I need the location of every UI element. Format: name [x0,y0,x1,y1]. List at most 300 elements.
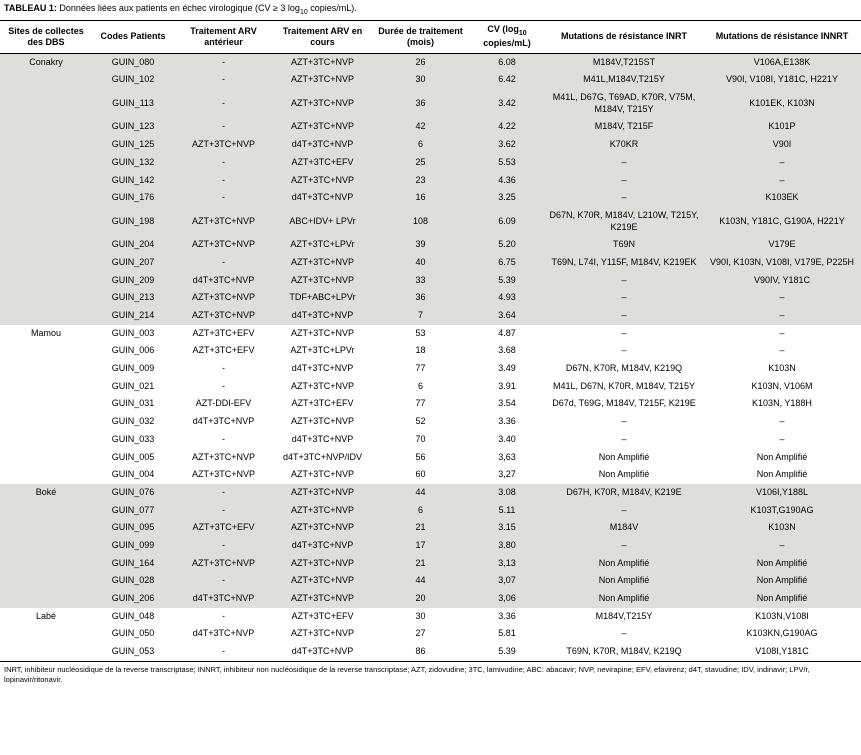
cell-current-arv: AZT+3TC+NVP [273,325,372,343]
cell-duration: 30 [372,71,469,89]
cell-site [0,502,92,520]
cell-current-arv: AZT+3TC+NVP [273,590,372,608]
cell-patient-code: GUIN_113 [92,89,174,118]
cell-duration: 23 [372,172,469,190]
cell-current-arv: AZT+3TC+NVP [273,53,372,71]
cell-patient-code: GUIN_198 [92,207,174,236]
cell-duration: 30 [372,608,469,626]
cell-duration: 25 [372,154,469,172]
cv-header-subscript: 10 [518,29,527,37]
cell-inrt: M41L, D67G, T69AD, K70R, V75M, M184V, T215Y [545,89,703,118]
cell-patient-code: GUIN_125 [92,136,174,154]
cell-current-arv: d4T+3TC+NVP [273,136,372,154]
table-row [0,502,861,520]
cell-patient-code: GUIN_004 [92,466,174,484]
cell-duration: 27 [372,625,469,643]
cell-prior-arv: - [174,643,273,661]
cell-inrt: – [545,625,703,643]
cell-cv: 3.36 [469,413,545,431]
cell-innrt: V90I, V108I, Y181C, H221Y [703,71,861,89]
cell-site [0,431,92,449]
cell-current-arv: AZT+3TC+NVP [273,484,372,502]
cell-inrt: M184V, T215F [545,118,703,136]
cell-site [0,395,92,413]
table-row [0,590,861,608]
cell-prior-arv: - [174,431,273,449]
cell-prior-arv: AZT+3TC+NVP [174,289,273,307]
cell-cv: 3.36 [469,608,545,626]
cell-prior-arv: AZT+3TC+EFV [174,342,273,360]
cell-inrt: – [545,342,703,360]
cell-inrt: – [545,172,703,190]
table-row [0,172,861,190]
cell-inrt: D67d, T69G, M184V, T215F, K219E [545,395,703,413]
cell-innrt: – [703,431,861,449]
cell-current-arv: AZT+3TC+NVP [273,71,372,89]
cell-duration: 26 [372,53,469,71]
cell-site [0,590,92,608]
cell-inrt: M184V,T215Y [545,608,703,626]
cell-prior-arv: - [174,154,273,172]
cell-prior-arv: AZT+3TC+NVP [174,466,273,484]
cell-patient-code: GUIN_053 [92,643,174,661]
cell-inrt: – [545,413,703,431]
cell-duration: 7 [372,307,469,325]
table-row [0,625,861,643]
cell-current-arv: AZT+3TC+EFV [273,608,372,626]
cell-prior-arv: - [174,360,273,378]
cell-inrt: – [545,307,703,325]
cell-patient-code: GUIN_021 [92,378,174,396]
table-row [0,307,861,325]
cell-site [0,466,92,484]
cell-prior-arv: d4T+3TC+NVP [174,590,273,608]
cell-inrt: T69N [545,236,703,254]
cell-innrt: K103N,V108I [703,608,861,626]
cell-inrt: T69N, L74I, Y115F, M184V, K219EK [545,254,703,272]
cell-innrt: Non Amplifié [703,555,861,573]
cell-patient-code: GUIN_142 [92,172,174,190]
cell-site [0,342,92,360]
cell-current-arv: AZT+3TC+NVP [273,502,372,520]
caption-subscript: 10 [299,8,308,16]
table-row [0,466,861,484]
cell-prior-arv: AZT+3TC+NVP [174,136,273,154]
cell-prior-arv: - [174,71,273,89]
cell-patient-code: GUIN_099 [92,537,174,555]
cell-prior-arv: - [174,572,273,590]
table-row [0,537,861,555]
cell-innrt: K103EK [703,189,861,207]
column-header-innrt: Mutations de résistance INNRT [703,21,861,53]
cell-patient-code: GUIN_050 [92,625,174,643]
table-row [0,449,861,467]
cell-cv: 4.22 [469,118,545,136]
header-row [0,21,861,53]
cell-cv: 5.20 [469,236,545,254]
cell-cv: 3.49 [469,360,545,378]
cell-duration: 6 [372,378,469,396]
cell-cv: 6.08 [469,53,545,71]
cell-site [0,449,92,467]
cell-inrt: D67N, K70R, M184V, L210W, T215Y, K219E [545,207,703,236]
cell-current-arv: d4T+3TC+NVP [273,537,372,555]
cell-inrt: – [545,154,703,172]
cell-site [0,572,92,590]
table-row [0,643,861,661]
cell-duration: 33 [372,272,469,290]
cell-prior-arv: AZT+3TC+NVP [174,555,273,573]
cell-innrt: – [703,342,861,360]
cell-site [0,89,92,118]
cell-site: Conakry [0,53,92,71]
cell-site [0,118,92,136]
cell-current-arv: AZT+3TC+EFV [273,395,372,413]
table-caption [0,0,861,21]
cell-cv: 3.91 [469,378,545,396]
cell-current-arv: AZT+3TC+NVP [273,272,372,290]
cell-innrt: – [703,154,861,172]
cell-duration: 60 [372,466,469,484]
cell-current-arv: AZT+3TC+NVP [273,555,372,573]
cell-inrt: Non Amplifié [545,555,703,573]
cell-current-arv: AZT+3TC+NVP [273,519,372,537]
cell-innrt: K103N, V106M [703,378,861,396]
cell-innrt: K103KN,G190AG [703,625,861,643]
cell-inrt: T69N, K70R, M184V, K219Q [545,643,703,661]
cell-prior-arv: - [174,254,273,272]
cell-site [0,272,92,290]
cell-cv: 3.62 [469,136,545,154]
cell-current-arv: AZT+3TC+NVP [273,413,372,431]
cell-cv: 3.68 [469,342,545,360]
cell-patient-code: GUIN_164 [92,555,174,573]
cell-prior-arv: - [174,484,273,502]
cell-patient-code: GUIN_214 [92,307,174,325]
cell-site [0,413,92,431]
cell-innrt: V90I, K103N, V108I, V179E, P225H [703,254,861,272]
cell-innrt: V108I,Y181C [703,643,861,661]
cell-cv: 3.64 [469,307,545,325]
table-row [0,572,861,590]
cell-current-arv: d4T+3TC+NVP/IDV [273,449,372,467]
cell-duration: 21 [372,555,469,573]
cell-patient-code: GUIN_003 [92,325,174,343]
column-header-prior-arv: Traitement ARV antérieur [174,21,273,53]
cell-patient-code: GUIN_077 [92,502,174,520]
cell-patient-code: GUIN_076 [92,484,174,502]
cell-current-arv: AZT+3TC+LPVr [273,236,372,254]
cell-current-arv: AZT+3TC+LPVr [273,342,372,360]
cell-patient-code: GUIN_080 [92,53,174,71]
cell-patient-code: GUIN_176 [92,189,174,207]
cell-patient-code: GUIN_033 [92,431,174,449]
cell-innrt: K103T,G190AG [703,502,861,520]
cell-site [0,254,92,272]
cell-current-arv: d4T+3TC+NVP [273,431,372,449]
table-row [0,378,861,396]
table-row [0,154,861,172]
cell-prior-arv: - [174,53,273,71]
cell-prior-arv: - [174,378,273,396]
cell-prior-arv: d4T+3TC+NVP [174,625,273,643]
cell-inrt: – [545,537,703,555]
table-row [0,342,861,360]
cell-prior-arv: - [174,89,273,118]
cell-cv: 6.75 [469,254,545,272]
cell-cv: 5.39 [469,272,545,290]
caption-text: Données liées aux patients en échec virologique (CV ≥ 3 log [56,3,300,13]
column-header-site: Sites de collectes des DBS [0,21,92,53]
table-row [0,395,861,413]
cv-header-line2: copies/mL) [483,38,531,49]
cell-innrt: K103N, Y181C, G190A, H221Y [703,207,861,236]
cell-cv: 5.11 [469,502,545,520]
cell-innrt: K101EK, K103N [703,89,861,118]
cell-site [0,378,92,396]
cell-prior-arv: - [174,502,273,520]
cell-duration: 86 [372,643,469,661]
cell-inrt: M184V [545,519,703,537]
cell-innrt: V90I [703,136,861,154]
table-row [0,118,861,136]
cell-duration: 44 [372,484,469,502]
cell-site [0,360,92,378]
cell-duration: 36 [372,89,469,118]
cell-patient-code: GUIN_132 [92,154,174,172]
table-row [0,89,861,118]
table-row [0,71,861,89]
cell-innrt: Non Amplifié [703,572,861,590]
cell-current-arv: d4T+3TC+NVP [273,360,372,378]
cell-site [0,643,92,661]
cell-innrt: K103N [703,519,861,537]
cell-patient-code: GUIN_206 [92,590,174,608]
column-header-cv [469,21,545,53]
cell-prior-arv: AZT+3TC+NVP [174,207,273,236]
column-header-patient-code: Codes Patients [92,21,174,53]
cell-innrt: – [703,307,861,325]
data-table [0,21,861,661]
cell-inrt: Non Amplifié [545,449,703,467]
cell-innrt: K101P [703,118,861,136]
cell-current-arv: AZT+3TC+NVP [273,466,372,484]
cell-site: Labé [0,608,92,626]
table-row [0,484,861,502]
cell-site: Boké [0,484,92,502]
cell-innrt: – [703,172,861,190]
cell-cv: 5.53 [469,154,545,172]
cell-duration: 44 [372,572,469,590]
table-row [0,207,861,236]
cell-inrt: M184V,T215ST [545,53,703,71]
cell-site [0,71,92,89]
cell-cv: 3,07 [469,572,545,590]
cell-innrt: V179E [703,236,861,254]
cell-patient-code: GUIN_005 [92,449,174,467]
cell-inrt: D67H, K70R, M184V, K219E [545,484,703,502]
cell-current-arv: AZT+3TC+EFV [273,154,372,172]
cell-inrt: Non Amplifié [545,572,703,590]
cell-inrt: – [545,272,703,290]
cell-current-arv: AZT+3TC+NVP [273,89,372,118]
cell-site [0,289,92,307]
cell-site [0,236,92,254]
cell-inrt: D67N, K70R, M184V, K219Q [545,360,703,378]
cell-cv: 3.15 [469,519,545,537]
table-row [0,236,861,254]
cell-patient-code: GUIN_213 [92,289,174,307]
cell-current-arv: d4T+3TC+NVP [273,307,372,325]
cell-site [0,625,92,643]
cell-inrt: – [545,189,703,207]
cell-duration: 52 [372,413,469,431]
table-row [0,136,861,154]
cell-site [0,189,92,207]
cell-cv: 4.93 [469,289,545,307]
cell-site [0,307,92,325]
cell-site [0,519,92,537]
cell-inrt: M41L,M184V,T215Y [545,71,703,89]
table-body [0,53,861,661]
cell-prior-arv: - [174,172,273,190]
cell-prior-arv: d4T+3TC+NVP [174,272,273,290]
cell-cv: 3,13 [469,555,545,573]
cell-duration: 53 [372,325,469,343]
column-header-current-arv: Traitement ARV en cours [273,21,372,53]
cell-cv: 3.80 [469,537,545,555]
cell-current-arv: ABC+IDV+ LPVr [273,207,372,236]
cell-cv: 3.25 [469,189,545,207]
cell-patient-code: GUIN_204 [92,236,174,254]
cell-current-arv: AZT+3TC+NVP [273,254,372,272]
cell-patient-code: GUIN_048 [92,608,174,626]
cell-cv: 3.40 [469,431,545,449]
cell-duration: 39 [372,236,469,254]
cell-duration: 20 [372,590,469,608]
cell-prior-arv: AZT+3TC+EFV [174,519,273,537]
table-row [0,254,861,272]
cell-current-arv: AZT+3TC+NVP [273,378,372,396]
cell-patient-code: GUIN_009 [92,360,174,378]
cell-duration: 108 [372,207,469,236]
cell-patient-code: GUIN_031 [92,395,174,413]
cell-duration: 18 [372,342,469,360]
cell-duration: 36 [372,289,469,307]
cell-duration: 17 [372,537,469,555]
cell-inrt: – [545,325,703,343]
cell-current-arv: AZT+3TC+NVP [273,172,372,190]
cell-current-arv: TDF+ABC+LPVr [273,289,372,307]
cell-current-arv: AZT+3TC+NVP [273,625,372,643]
column-header-inrt: Mutations de résistance INRT [545,21,703,53]
cell-innrt: K103N [703,360,861,378]
cell-prior-arv: - [174,189,273,207]
cell-current-arv: AZT+3TC+NVP [273,572,372,590]
cell-site [0,172,92,190]
cell-current-arv: AZT+3TC+NVP [273,118,372,136]
cell-duration: 77 [372,360,469,378]
cell-prior-arv: d4T+3TC+NVP [174,413,273,431]
cell-patient-code: GUIN_102 [92,71,174,89]
cell-patient-code: GUIN_028 [92,572,174,590]
cell-prior-arv: - [174,608,273,626]
cell-duration: 40 [372,254,469,272]
cell-patient-code: GUIN_006 [92,342,174,360]
table-row [0,289,861,307]
cell-cv: 3,63 [469,449,545,467]
table-header [0,21,861,53]
cell-cv: 3,27 [469,466,545,484]
cell-patient-code: GUIN_207 [92,254,174,272]
cell-cv: 6.09 [469,207,545,236]
cell-prior-arv: AZT+3TC+NVP [174,307,273,325]
cell-innrt: V90IV, Y181C [703,272,861,290]
cell-current-arv: d4T+3TC+NVP [273,189,372,207]
cell-site [0,136,92,154]
cell-site [0,207,92,236]
cell-cv: 3.42 [469,89,545,118]
cell-patient-code: GUIN_032 [92,413,174,431]
cell-prior-arv: AZT-DDI-EFV [174,395,273,413]
table-row [0,519,861,537]
cell-innrt: Non Amplifié [703,449,861,467]
table-row [0,608,861,626]
cell-duration: 70 [372,431,469,449]
cell-prior-arv: AZT+3TC+NVP [174,236,273,254]
cell-inrt: – [545,431,703,449]
cell-innrt: Non Amplifié [703,590,861,608]
cell-site [0,154,92,172]
table-row [0,325,861,343]
cell-prior-arv: AZT+3TC+EFV [174,325,273,343]
table-footnote: INRT, inhibiteur nucléosidique de la reverse transcriptase; INNRT, inhibiteur non nucléosidique de la reverse transcriptase; AZT, zidovudine; 3TC, lamivudine; ABC: abacavir; NVP, nevirapine; EFV, efavirenz; d4T, stavudine; IDV, indinavir; LPV/r, lopinavir/ritonavir. [0,661,861,687]
table-row [0,53,861,71]
cell-prior-arv: - [174,118,273,136]
cell-innrt: K103N, Y188H [703,395,861,413]
cv-header-line1: CV (log [487,23,519,34]
cell-inrt: – [545,289,703,307]
cell-inrt: – [545,502,703,520]
cell-cv: 4.36 [469,172,545,190]
cell-duration: 6 [372,136,469,154]
cell-cv: 3.08 [469,484,545,502]
caption-label: TABLEAU 1: [4,3,57,13]
table-row [0,360,861,378]
cell-inrt: Non Amplifié [545,466,703,484]
cell-inrt: M41L, D67N, K70R, M184V, T215Y [545,378,703,396]
cell-innrt: – [703,289,861,307]
cell-site: Mamou [0,325,92,343]
cell-duration: 16 [372,189,469,207]
table-row [0,413,861,431]
column-header-duration: Durée de traitement (mois) [372,21,469,53]
cell-cv: 6.42 [469,71,545,89]
cell-cv: 3,06 [469,590,545,608]
cell-duration: 6 [372,502,469,520]
caption-text-end: copies/mL). [307,3,357,13]
cell-prior-arv: - [174,537,273,555]
cell-cv: 3.54 [469,395,545,413]
cell-innrt: Non Amplifié [703,466,861,484]
cell-innrt: – [703,537,861,555]
cell-cv: 5.81 [469,625,545,643]
cell-innrt: – [703,413,861,431]
cell-cv: 5.39 [469,643,545,661]
cell-duration: 42 [372,118,469,136]
cell-prior-arv: AZT+3TC+NVP [174,449,273,467]
table-row [0,272,861,290]
